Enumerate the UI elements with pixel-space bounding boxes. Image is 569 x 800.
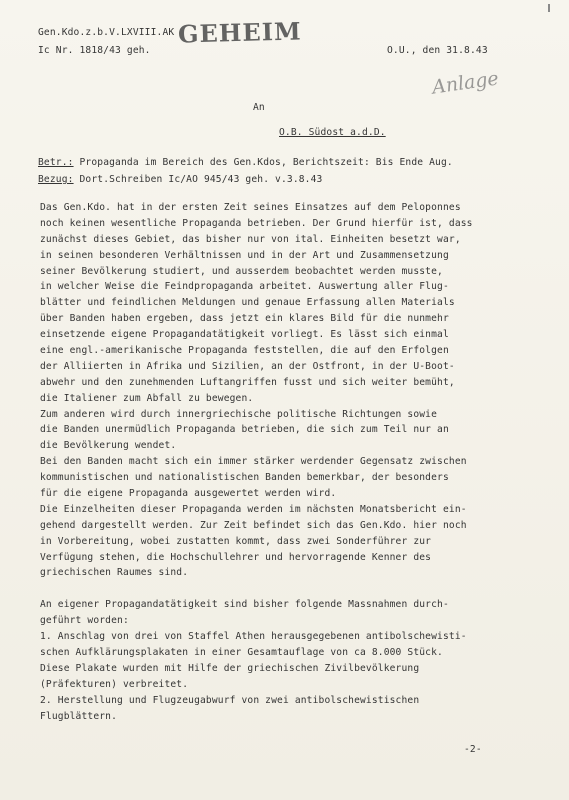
body-line: seiner Bevölkerung studiert, und ausserdem beobachtet werden musste, [40, 265, 443, 277]
body-line: geführt worden: [40, 615, 129, 627]
body-line: Diese Plakate wurden mit Hilfe der griechischen Zivilbevölkerung [40, 662, 420, 674]
body-line: An eigener Propagandatätigkeit sind bisher folgende Massnahmen durch- [40, 599, 449, 611]
subject-line [38, 157, 453, 168]
body-line: in welcher Weise die Feindpropaganda arbeitet. Auswertung aller Flug- [40, 281, 449, 293]
body-line: einsetzende eigene Propagandatätigkeit vorliegt. Es lässt sich einmal [40, 329, 449, 341]
body-line: die Italiener zum Abfall zu bewegen. [40, 392, 254, 404]
secret-stamp: GEHEIM [177, 16, 302, 49]
body-line: schen Aufklärungsplakaten in einer Gesamtauflage von ca 8.000 Stück. [40, 646, 443, 658]
body-line: abwehr und den zunehmenden Luftangriffen fusst und sich weiter bemüht, [40, 376, 455, 388]
body-line: Die Einzelheiten dieser Propaganda werden im nächsten Monatsbericht ein- [40, 503, 467, 515]
reference-line [38, 174, 322, 185]
subject-label: Betr.: [38, 157, 74, 168]
page-marker: -2- [464, 744, 482, 755]
body-line: in Vorbereitung, wobei zustatten kommt, dass zwei Sonderführer zur [40, 535, 432, 547]
body-line: zunächst dieses Gebiet, das bisher nur von ital. Einheiten besetzt war, [40, 233, 461, 245]
body-line: der Alliierten in Afrika und Sizilien, an der Ostfront, in der U-Boot- [40, 360, 455, 372]
body-line [40, 581, 540, 597]
body-line: eine engl.-amerikanische Propaganda feststellen, die auf den Erfolgen [40, 345, 449, 357]
body-line: noch keinen wesentliche Propaganda betrieben. Der Grund hierfür ist, dass [40, 217, 473, 229]
reference-text: Dort.Schreiben Ic/AO 945/43 geh. v.3.8.43 [79, 174, 323, 185]
body-line: Bei den Banden macht sich ein immer stärker werdender Gegensatz zwischen [40, 456, 467, 468]
unit-line: Gen.Kdo.z.b.V.LXVIII.AK [38, 27, 175, 38]
body-line: kommunistischen und nationalistischen Banden bemerkbar, der besonders [40, 472, 449, 484]
subject-text: Propaganda im Bereich des Gen.Kdos, Berichtszeit: Bis Ende Aug. [79, 157, 453, 168]
body-line: die Bevölkerung wendet. [40, 440, 177, 452]
body-line: 1. Anschlag von drei von Staffel Athen herausgegebenen antibolschewisti- [40, 631, 467, 643]
body-line: in seinen besonderen Verhältnissen und in der Art und Zusammensetzung [40, 249, 449, 261]
recipient: O.B. Südost a.d.D. [279, 127, 386, 138]
to-label: An [253, 102, 265, 113]
body-line: Zum anderen wird durch innergriechische politische Richtungen sowie [40, 408, 438, 420]
body-line: gehend dargestellt werden. Zur Zeit befindet sich das Gen.Kdo. hier noch [40, 519, 467, 531]
corner-mark [548, 4, 550, 12]
handwritten-note: Anlage [430, 67, 500, 99]
body-line: blätter und feindlichen Meldungen und genaue Erfassung allen Materials [40, 297, 455, 309]
reference-number: Ic Nr. 1818/43 geh. [38, 45, 151, 56]
body-line: für die eigene Propaganda ausgewertet werden wird. [40, 488, 337, 500]
body-line: die Banden unermüdlich Propaganda betrieben, die sich zum Teil nur an [40, 424, 449, 436]
body-line: über Banden haben ergeben, dass jetzt ein klares Bild für die nunmehr [40, 313, 449, 325]
place-date: O.U., den 31.8.43 [387, 45, 488, 56]
body-line: Flugblättern. [40, 710, 118, 722]
reference-label: Bezug: [38, 174, 74, 185]
body-line: 2. Herstellung und Flugzeugabwurf von zwei antibolschewistischen [40, 694, 420, 706]
body-line: Das Gen.Kdo. hat in der ersten Zeit seines Einsatzes auf dem Peloponnes [40, 202, 461, 213]
body-line: griechischen Raumes sind. [40, 567, 189, 579]
body-line: Verfügung stehen, die Hochschullehrer und hervorragende Kenner des [40, 551, 432, 563]
body-line: (Präfekturen) verbreitet. [40, 678, 189, 690]
body-text [40, 200, 540, 724]
